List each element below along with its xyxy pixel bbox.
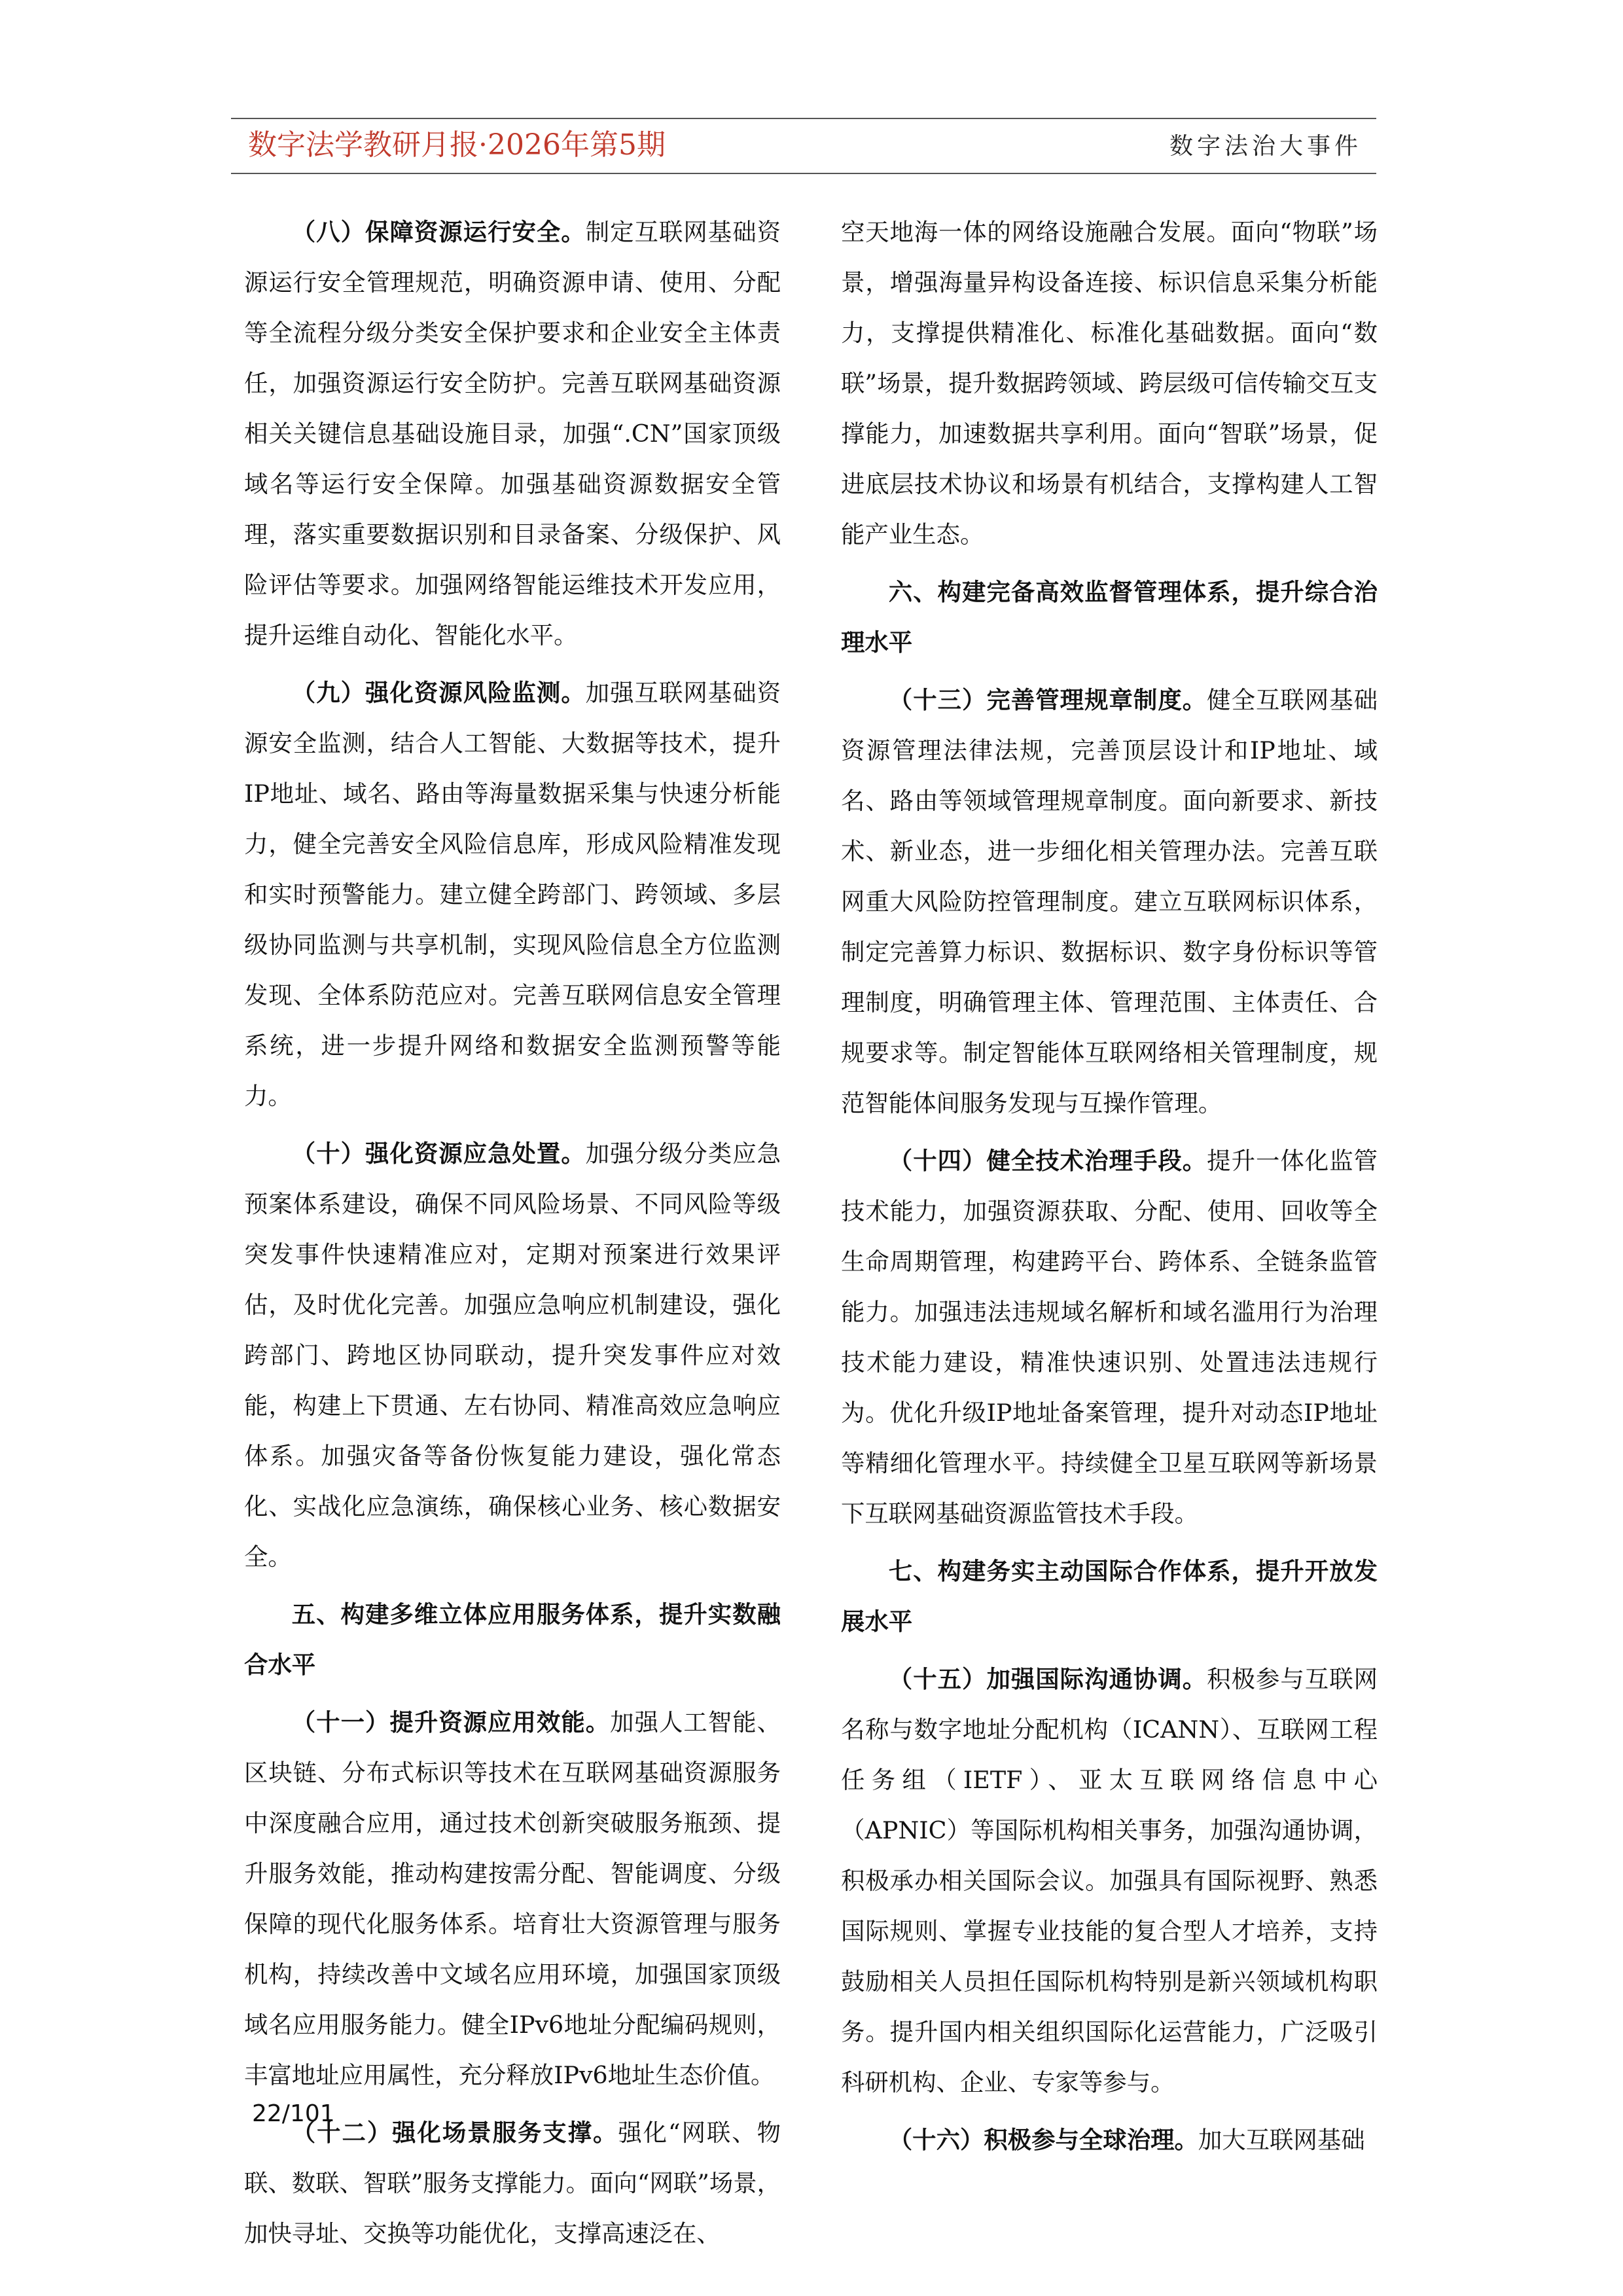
paragraph-lead: （十三）完善管理规章制度。 bbox=[888, 686, 1207, 714]
section-heading: 七、构建务实主动国际合作体系，提升开放发展水平 bbox=[841, 1557, 1378, 1636]
paragraph bbox=[244, 1128, 781, 1582]
paragraph-text: 加强分级分类应急预案体系建设，确保不同风险场景、不同风险等级突发事件快速精准应对，定期对预案进行效果评估，及时优化完善。加强应急响应机制建设，强化跨部门、跨地区协同联动，提升突发事件应对效能，构建上下贯通、左右协同、精准高效应急响应体系。加强灾备等备份恢复能力建设，强化常态化、实战化应急演练，确保核心业务、核心数据安全。 bbox=[244, 1139, 781, 1571]
paragraph bbox=[841, 2115, 1378, 2165]
paragraph-text: 提升一体化监管技术能力，加强资源获取、分配、使用、回收等全生命周期管理，构建跨平台、跨体系、全链条监管能力。加强违法违规域名解析和域名滥用行为治理技术能力建设，精准快速识别、处置违法违规行为。优化升级IP地址备案管理，提升对动态IP地址等精细化管理水平。持续健全卫星互联网等新场景下互联网基础资源监管技术手段。 bbox=[841, 1147, 1378, 1528]
paragraph bbox=[244, 207, 781, 660]
paragraph-lead: （十四）健全技术治理手段。 bbox=[888, 1147, 1207, 1175]
paragraph-text: 加强互联网基础资源安全监测，结合人工智能、大数据等技术，提升IP地址、域名、路由等海量数据采集与快速分析能力，健全完善安全风险信息库，形成风险精准发现和实时预警能力。建立健全跨部门、跨领域、多层级协同监测与共享机制，实现风险信息全方位监测发现、全体系防范应对。完善互联网信息安全管理系统，进一步提升网络和数据安全监测预警等能力。 bbox=[244, 679, 781, 1110]
paragraph-lead: （十六）积极参与全球治理。 bbox=[888, 2126, 1198, 2154]
left-column bbox=[244, 207, 781, 2266]
paragraph-lead: （十五）加强国际沟通协调。 bbox=[888, 1665, 1207, 1693]
paragraph bbox=[244, 668, 781, 1121]
journal-title: 数字法学教研月报·2026年第5期 bbox=[248, 128, 666, 162]
paragraph bbox=[841, 1136, 1378, 1539]
paragraph-lead: （十）强化资源应急处置。 bbox=[291, 1139, 586, 1168]
paragraph-text: 强化“网联、物联、数联、智联”服务支撑能力。面向“网联”场景，加快寻址、交换等功能优化，支撑高速泛在、 bbox=[244, 2119, 781, 2248]
paragraph-text: 健全互联网基础资源管理法律法规，完善顶层设计和IP地址、域名、路由等领域管理规章制度。面向新要求、新技术、新业态，进一步细化相关管理办法。完善互联网重大风险防控管理制度。建立互联网标识体系，制定完善算力标识、数据标识、数字身份标识等管理制度，明确管理主体、管理范围、主体责任、合规要求等。制定智能体互联网络相关管理制度，规范智能体间服务发现与互操作管理。 bbox=[841, 686, 1378, 1117]
section-heading: 五、构建多维立体应用服务体系，提升实数融合水平 bbox=[244, 1600, 781, 1679]
page-header bbox=[231, 118, 1376, 174]
paragraph-text: 积极参与互联网名称与数字地址分配机构（ICANN）、互联网工程任务组（IETF）、亚太互联网络信息中心（APNIC）等国际机构相关事务，加强沟通协调，积极承办相关国际会议。加强具有国际视野、熟悉国际规则、掌握专业技能的复合型人才培养，支持鼓励相关人员担任国际机构特别是新兴领域机构职务。提升国内相关组织国际化运营能力，广泛吸引科研机构、企业、专家等参与。 bbox=[841, 1665, 1378, 2096]
paragraph bbox=[841, 1654, 1378, 2108]
right-column bbox=[841, 207, 1378, 2172]
paragraph bbox=[841, 675, 1378, 1128]
paragraph bbox=[244, 2108, 781, 2259]
paragraph-text: 加强人工智能、区块链、分布式标识等技术在互联网基础资源服务中深度融合应用，通过技术创新突破服务瓶颈、提升服务效能，推动构建按需分配、智能调度、分级保障的现代化服务体系。培育壮大资源管理与服务机构，持续改善中文域名应用环境，加强国家顶级域名应用服务能力。健全IPv6地址分配编码规则，丰富地址应用属性，充分释放IPv6地址生态价值。 bbox=[244, 1708, 781, 2089]
section-heading: 六、构建完备高效监督管理体系，提升综合治理水平 bbox=[841, 578, 1378, 656]
paragraph-continuation: 空天地海一体的网络设施融合发展。面向“物联”场景，增强海量异构设备连接、标识信息采集分析能力，支撑提供精准化、标准化基础数据。面向“数联”场景，提升数据跨领域、跨层级可信传输交互支撑能力，加速数据共享利用。面向“智联”场景，促进底层技术协议和场景有机结合，支撑构建人工智能产业生态。 bbox=[841, 218, 1378, 548]
paragraph-text: 加大互联网基础 bbox=[1198, 2126, 1365, 2154]
paragraph bbox=[244, 1697, 781, 2100]
paragraph-lead: （八）保障资源运行安全。 bbox=[291, 218, 586, 246]
section-title: 数字法治大事件 bbox=[1169, 133, 1362, 160]
paragraph-text: 制定互联网基础资源运行安全管理规范，明确资源申请、使用、分配等全流程分级分类安全保护要求和企业安全主体责任，加强资源运行安全防护。完善互联网基础资源相关关键信息基础设施目录，加强“.CN”国家顶级域名等运行安全保障。加强基础资源数据安全管理，落实重要数据识别和目录备案、分级保护、风险评估等要求。加强网络智能运维技术开发应用，提升运维自动化、智能化水平。 bbox=[244, 218, 781, 649]
paragraph-lead: （十二）强化场景服务支撑。 bbox=[291, 2119, 618, 2147]
paragraph-lead: （十一）提升资源应用效能。 bbox=[291, 1708, 611, 1736]
page-number: 22/101 bbox=[252, 2100, 335, 2127]
paragraph-lead: （九）强化资源风险监测。 bbox=[291, 679, 586, 707]
